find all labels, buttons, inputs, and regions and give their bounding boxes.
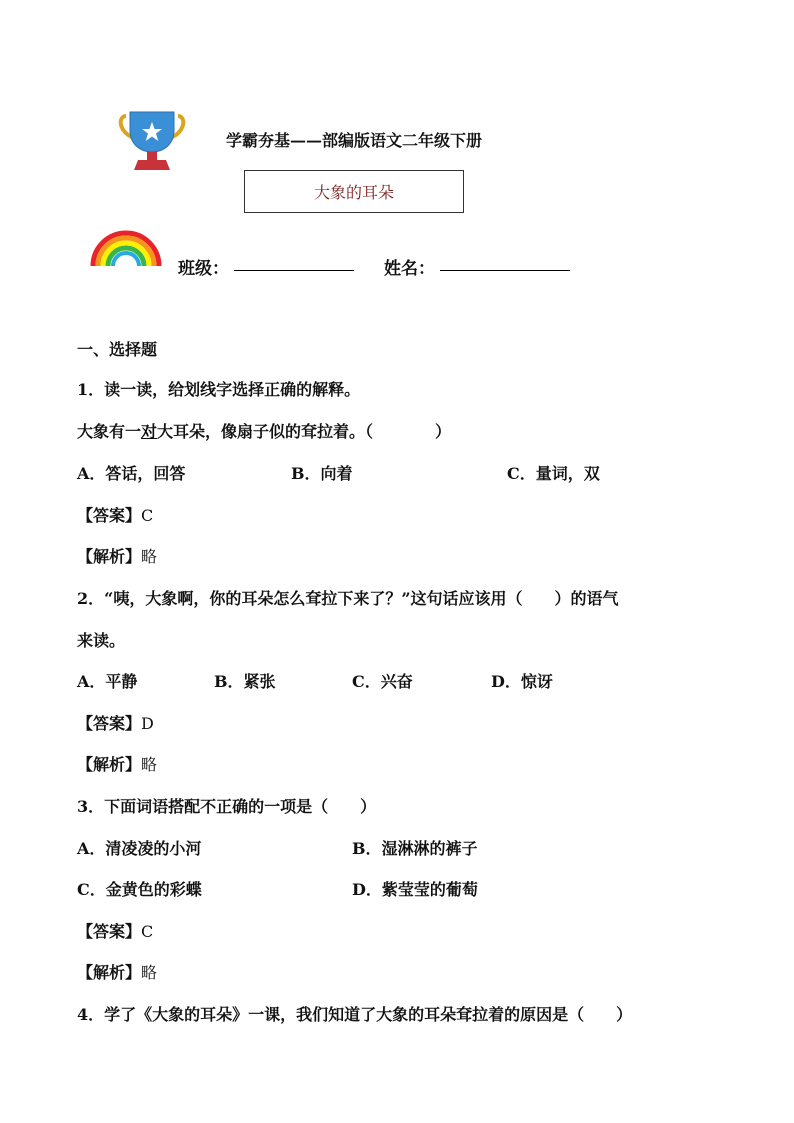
question-3-option-b[interactable]: B．湿淋淋的裤子 [352, 839, 478, 858]
question-2-answer [77, 711, 154, 734]
analysis-value: 略 [141, 547, 158, 566]
question-2-analysis [77, 752, 157, 775]
question-2-option-b[interactable]: B．紧张 [214, 672, 276, 691]
analysis-label: 【解析】 [77, 547, 142, 566]
class-field[interactable] [234, 270, 354, 271]
name-label: 姓名： [384, 259, 435, 279]
question-1-option-b[interactable]: B．向着 [291, 464, 353, 483]
sentence-part: ） [435, 422, 452, 441]
answer-label: 【答案】 [77, 506, 142, 525]
trophy-icon [116, 108, 188, 172]
sentence-part: 大象有一 [77, 422, 142, 441]
analysis-value: 略 [141, 963, 158, 982]
question-1-stem: 1．读一读，给划线字选择正确的解释。 [77, 380, 361, 399]
answer-label: 【答案】 [77, 714, 142, 733]
question-3-analysis [77, 960, 157, 983]
analysis-label: 【解析】 [77, 755, 142, 774]
rainbow-icon [88, 226, 164, 268]
question-3-option-c[interactable]: C．金黄色的彩蝶 [77, 880, 202, 899]
underlined-word: 对 [141, 422, 158, 441]
question-2-option-a[interactable]: A．平静 [77, 672, 138, 691]
question-3-option-d[interactable]: D．紫莹莹的葡萄 [352, 880, 478, 899]
class-label: 班级： [178, 259, 229, 279]
answer-value: C [141, 506, 154, 525]
lesson-title: 大象的耳朵 [313, 183, 394, 202]
question-3-answer [77, 919, 153, 942]
question-1-analysis [77, 544, 157, 567]
analysis-value: 略 [141, 755, 158, 774]
question-2-stem-line2: 来读。 [77, 631, 126, 650]
name-field[interactable] [440, 270, 570, 271]
question-3-option-a[interactable]: A．清凌凌的小河 [77, 839, 202, 858]
question-2-option-d[interactable]: D．惊讶 [491, 672, 553, 691]
question-1-answer [77, 503, 153, 526]
question-1-option-a[interactable]: A．答话，回答 [77, 464, 186, 483]
question-4-stem: 4．学了《大象的耳朵》一课，我们知道了大象的耳朵耷拉着的原因是（ ） [77, 1005, 633, 1024]
answer-value: C [141, 922, 154, 941]
lesson-title-box [244, 170, 464, 213]
analysis-label: 【解析】 [77, 963, 142, 982]
sentence-part: 大耳朵，像扇子似的耷拉着。（ [157, 422, 374, 441]
question-3-stem: 3．下面词语搭配不正确的一项是（ ） [77, 797, 377, 816]
question-1-sentence [77, 419, 451, 442]
answer-value: D [141, 714, 154, 733]
document-title: 学霸夯基——部编版语文二年级下册 [226, 131, 483, 150]
question-2-option-c[interactable]: C．兴奋 [352, 672, 413, 691]
question-1-option-c[interactable]: C．量词，双 [507, 464, 600, 483]
answer-label: 【答案】 [77, 922, 142, 941]
question-2-stem-line1: 2．“咦，大象啊，你的耳朵怎么耷拉下来了？”这句话应该用（ ）的语气 [77, 589, 619, 608]
section-title: 一、选择题 [77, 340, 158, 359]
